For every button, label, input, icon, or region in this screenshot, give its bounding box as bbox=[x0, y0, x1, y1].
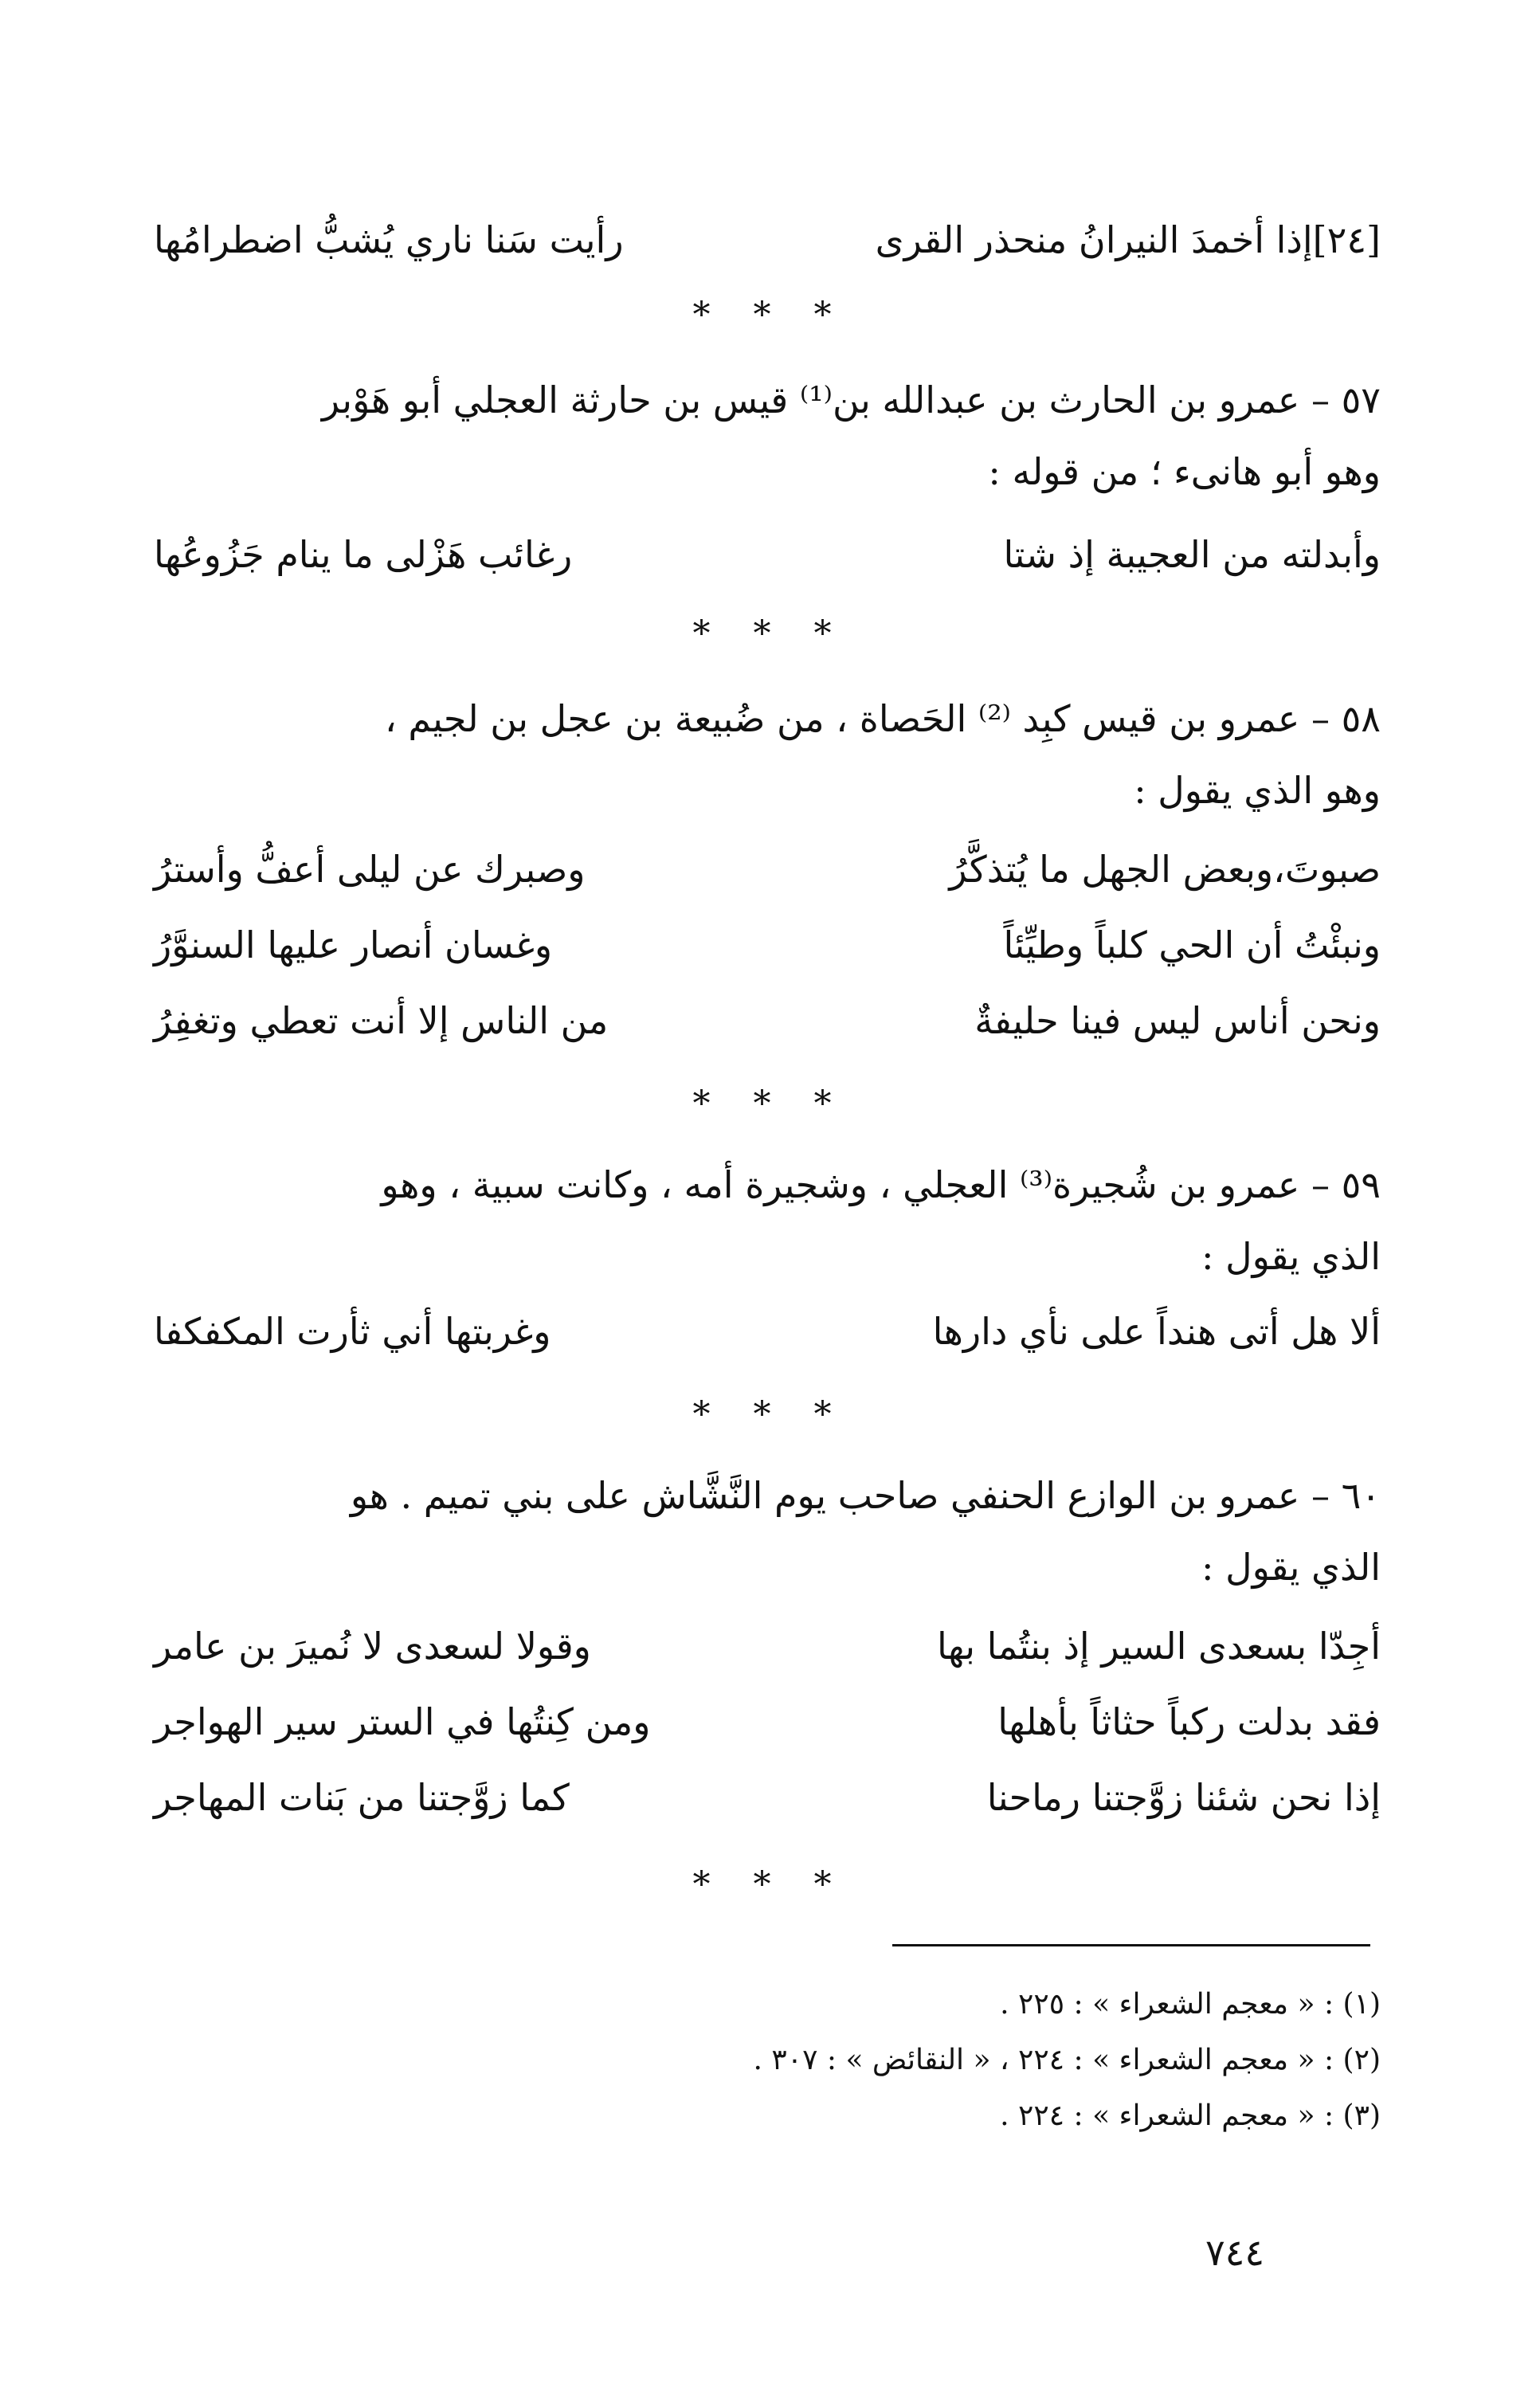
verse-24 bbox=[154, 211, 1381, 269]
verse-hemistich-first: ألا هل أتى هنداً على نأي دارها bbox=[932, 1310, 1381, 1353]
verse-hemistich-second: وغربتها أني ثأرت المكفكفا bbox=[154, 1310, 551, 1353]
verse-60-2 bbox=[154, 1693, 1381, 1750]
verse-hemistich-first: فقد بدلت ركباً حثاثاً بأهلها bbox=[997, 1700, 1381, 1743]
verse-60-1 bbox=[154, 1617, 1381, 1675]
verse-58-1 bbox=[154, 841, 1381, 898]
entry-60-heading: ٦٠ – عمرو بن الوازع الحنفي صاحب يوم النَّشَّاش على بني تميم . هو bbox=[350, 1474, 1381, 1517]
verse-58-2 bbox=[154, 916, 1381, 974]
entry-58-heading: ٥٨ – عمرو بن قيس كبِد ⁽²⁾ الحَصاة ، من ضُبيعة بن عجل بن لجيم ، bbox=[384, 697, 1381, 740]
entry-58-intro: وهو الذي يقول : bbox=[1134, 769, 1381, 812]
entry-59-intro: الذي يقول : bbox=[1201, 1235, 1381, 1278]
footnote-rule bbox=[892, 1944, 1370, 1946]
entry-57-heading: ٥٧ – عمرو بن الحارث بن عبدالله بن⁽¹⁾ قيس بن حارثة العجلي أبو هَوْبر bbox=[321, 378, 1381, 421]
verse-hemistich-first: صبوتَ،وبعض الجهل ما يُتذكَّرُ bbox=[949, 848, 1381, 891]
verse-59-1 bbox=[154, 1303, 1381, 1360]
verse-58-3 bbox=[154, 992, 1381, 1049]
section-separator: * * * bbox=[692, 295, 848, 335]
entry-60-intro: الذي يقول : bbox=[1201, 1546, 1381, 1589]
verse-hemistich-first: ونحن أناس ليس فينا حليفةٌ bbox=[974, 999, 1381, 1042]
footnote-2: (٢) : « معجم الشعراء » : ٢٢٤ ، « النقائض » : ٣٠٧ . bbox=[753, 2044, 1381, 2076]
entry-59-heading: ٥٩ – عمرو بن شُجيرة⁽³⁾ العجلي ، وشجيرة أمه ، وكانت سبية ، وهو bbox=[381, 1163, 1381, 1206]
verse-hemistich-first: إذا نحن شئنا زوَّجتنا رماحنا bbox=[986, 1776, 1381, 1819]
verse-hemistich-second: وقولا لسعدى لا نُميرَ بن عامر bbox=[154, 1625, 591, 1668]
section-separator: * * * bbox=[692, 1084, 848, 1124]
section-separator: * * * bbox=[692, 1394, 848, 1435]
verse-hemistich-second: كما زوَّجتنا من بَنات المهاجر bbox=[154, 1776, 570, 1819]
verse-hemistich-second: من الناس إلا أنت تعطي وتغفِرُ bbox=[154, 999, 609, 1042]
verse-hemistich-first: [٢٤]إذا أخمدَ النيرانُ منحذر القرى bbox=[875, 218, 1381, 261]
footnote-3: (٣) : « معجم الشعراء » : ٢٢٤ . bbox=[1000, 2099, 1381, 2132]
page-number: ٧٤٤ bbox=[1205, 2231, 1265, 2274]
verse-hemistich-first: أجِدّا بسعدى السير إذ بنتُما بها bbox=[937, 1625, 1381, 1668]
verse-57-1 bbox=[154, 526, 1381, 583]
verse-hemistich-first: وأبدلته من العجيبة إذ شتا bbox=[1003, 533, 1381, 576]
verse-hemistich-second: رغائب هَزْلى ما ينام جَزُوعُها bbox=[154, 533, 573, 576]
footnote-1: (١) : « معجم الشعراء » : ٢٢٥ . bbox=[1000, 1988, 1381, 2021]
verse-hemistich-second: ومن كِنتُها في الستر سير الهواجر bbox=[154, 1700, 651, 1743]
section-separator: * * * bbox=[692, 1864, 848, 1905]
verse-60-3 bbox=[154, 1769, 1381, 1826]
verse-hemistich-second: رأيت سَنا ناري يُشبُّ اضطرامُها bbox=[154, 218, 624, 261]
section-separator: * * * bbox=[692, 614, 848, 654]
verse-hemistich-second: وصبرك عن ليلى أعفُّ وأسترُ bbox=[154, 848, 586, 891]
verse-hemistich-second: وغسان أنصار عليها السنوَّرُ bbox=[154, 923, 553, 966]
verse-hemistich-first: ونبئْتُ أن الحي كلباً وطيِّئاً bbox=[1003, 923, 1381, 966]
entry-57-intro: وهو أبو هانىء ؛ من قوله : bbox=[988, 450, 1381, 493]
